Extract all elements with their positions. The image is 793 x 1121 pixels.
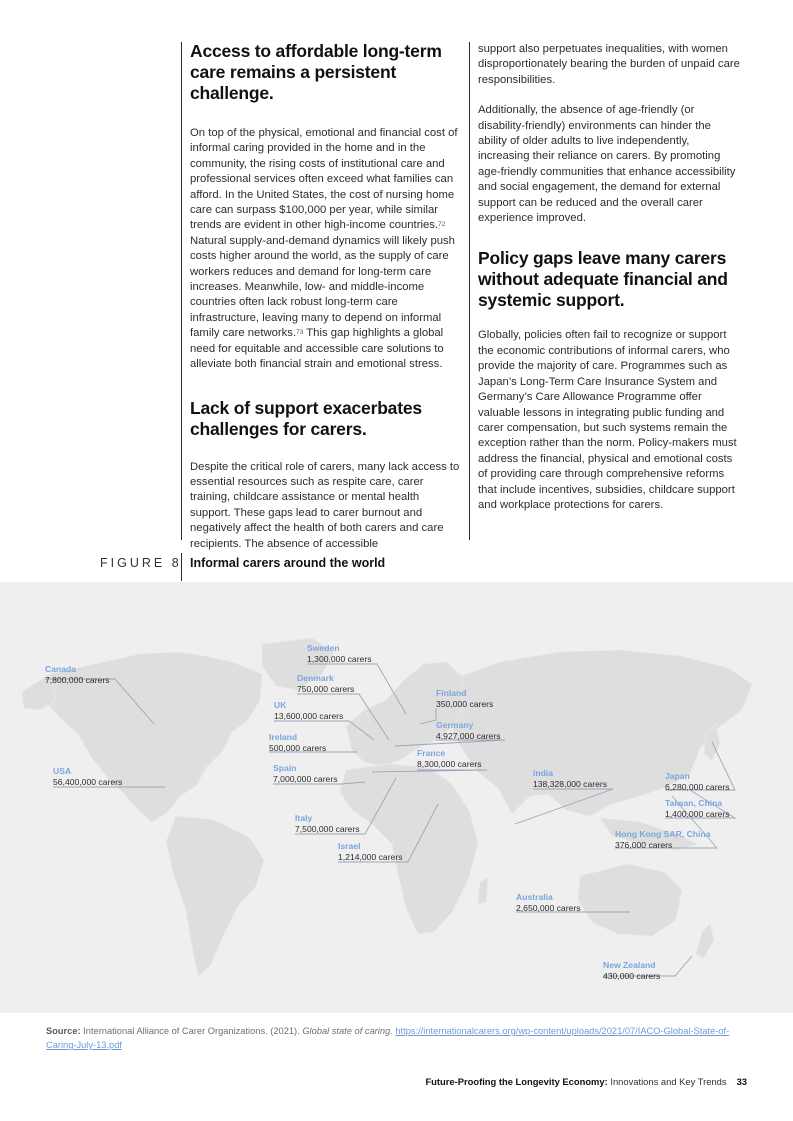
map-label-japan: Japan 6,280,000 carers [665, 771, 730, 792]
left-column [190, 41, 460, 552]
map-label-ireland: Ireland 500,000 carers [269, 732, 327, 753]
map-label-sweden: Sweden 1,300,000 carers [307, 643, 372, 664]
map-label-israel: Israel 1,214,000 carers [338, 841, 403, 862]
map-label-hong-kong: Hong Kong SAR, China 376,000 carers [615, 829, 711, 850]
map-label-germany: Germany 4,927,000 carers [436, 720, 501, 741]
world-map [0, 582, 793, 1013]
map-label-usa: USA 56,400,000 carers [53, 766, 123, 787]
figure-title: Informal carers around the world [190, 556, 386, 570]
south-america-shape [166, 816, 264, 976]
page-footer [425, 1076, 747, 1087]
footnote-73: 73 [296, 329, 304, 337]
map-label-finland: Finland 350,000 carers [436, 688, 494, 709]
paragraph-affordable-care: On top of the physical, emotional and financial cost of informal caring provided in the home and in the community, the rising costs of institutional care and professional services often exceed what families can afford. In the United States, the cost of nursing home care can surpass $100,000 per year, while similar trends are evident in other high-income countries.$^{72}$ Natural supply-and-demand dynamics will likely push costs higher around the world, as the supply of care workers reduces and demand for long-term care increases. Meanwhile, low- and middle-income countries often lack robust long-term care infrastructure, leaving many to depend on informal family care networks.$^{73}$ This gap highlights a global need for equitable and accessible care solutions to alleviate both financial strain and emotional stress. [190, 127, 458, 371]
map-label-italy: Italy 7,500,000 carers [295, 813, 360, 834]
map-label-india: India 138,328,000 carers [533, 768, 608, 789]
map-label-canada: Canada 7,800,000 carers [45, 664, 110, 685]
figure-label: FIGURE 8 [100, 556, 182, 570]
paragraph-lack-of-support: Despite the critical role of carers, many lack access to essential resources such as respite care, carer training, childcare assistance or mental health support. These gaps lead to carer burnout and negatively affect the health of both carers and care recipients. The absence of accessible [190, 460, 460, 550]
source-title: Global state of caring. [302, 1026, 393, 1036]
source-text: International Alliance of Carer Organizations. (2021). [80, 1026, 303, 1036]
map-label-france: France 8,300,000 carers [417, 748, 482, 769]
page-number: 33 [736, 1076, 747, 1087]
paragraph-inequalities: support also perpetuates inequalities, with women disproportionately bearing the burden of unpaid care responsibilities. [478, 43, 740, 86]
heading-lack-of-support: Lack of support exacerbates challenges for carers. [190, 397, 422, 439]
new-zealand-shape [696, 924, 714, 958]
right-column [478, 42, 740, 513]
australia-shape [578, 864, 682, 936]
footnote-72: 72 [438, 221, 446, 229]
footer-publication: Future-Proofing the Longevity Economy: [425, 1076, 608, 1087]
heading-policy-gaps: Policy gaps leave many carers without adequate financial and systemic support. [478, 248, 728, 311]
map-label-new-zealand: New Zealand 430,000 carers [603, 960, 661, 981]
map-label-australia: Australia 2,650,000 carers [516, 892, 581, 913]
paragraph-age-friendly: Additionally, the absence of age-friendly (or disability-friendly) environments can hinder the ability of older adults to live independently, increasing their reliance on carers. By promoting age-friendly communities that enhance accessibility and social engagement, the demand for external support can be reduced and the overall carer experience improved. [478, 104, 736, 225]
paragraph-policy-gaps: Globally, policies often fail to recognize or support the economic contributions of informal carers, who provide the majority of care. Programmes such as Japan’s Long-Term Care Insurance System and Germany’s Care Allowance Programme offer valuable lessons in integrating public funding and carer compensation, but such systems remain the exception rather than the norm. Policy-makers must address the financial, physical and emotional costs of providing care through comprehensive reforms that include incentives, subsidies, childcare support and workplace protections for carers. [478, 329, 737, 511]
source-prefix: Source: [46, 1026, 81, 1036]
map-label-taiwan: Taiwan, China 1,400,000 carers [665, 798, 730, 819]
map-label-uk: UK 13,600,000 carers [274, 700, 344, 721]
land-masses [22, 638, 752, 976]
map-label-spain: Spain 7,000,000 carers [273, 763, 338, 784]
map-label-denmark: Denmark 750,000 carers [297, 673, 355, 694]
heading-affordable-care: Access to affordable long-term care remains a persistent challenge. [190, 41, 442, 103]
source-link[interactable]: https://internationalcarers.org/wp-content/uploads/2021/07/IACO-Global-State-of-Caring-July-13.pdf [46, 1026, 730, 1050]
left-column-rule [181, 42, 182, 540]
figure-source [46, 1024, 746, 1052]
footer-subtitle: Innovations and Key Trends [607, 1076, 727, 1087]
madagascar-shape [478, 878, 488, 904]
right-column-rule [469, 42, 470, 540]
